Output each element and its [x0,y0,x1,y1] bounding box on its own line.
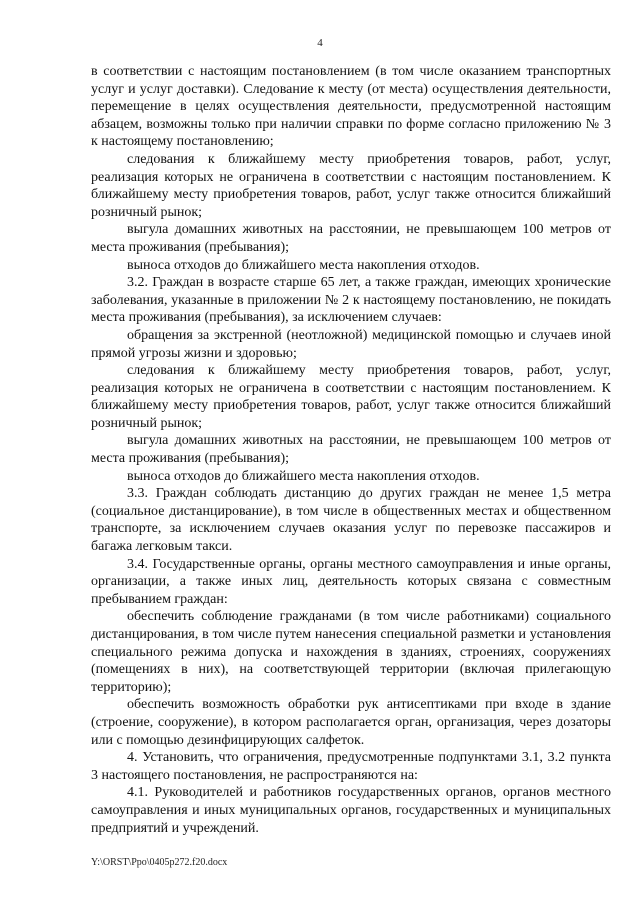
paragraph: в соответствии с настоящим постановлением (в том числе оказанием транспортных услуг и услуг доставки). Следование к месту (от места) осуществления деятельности, перемещение в целях осуществления деятельности, предусмотренной настоящим абзацем, возможны только при наличии справки по форме согласно приложению № 3 к настоящему постановлению; [91,64,611,150]
paragraph: 4.1. Руководителей и работников государственных органов, органов местного самоуправления и иных муниципальных органов, государственных и муниципальных предприятий и учреждений. [91,785,611,836]
paragraph: 3.3. Граждан соблюдать дистанцию до других граждан не менее 1,5 метра (социальное дистанцирование), в том числе в общественных местах и общественном транспорте, за исключением случаев оказания услуг по перевозке пассажиров и багажа легковым такси. [91,486,611,555]
paragraph: 3.4. Государственные органы, органы местного самоуправления и иные органы, организации, а также иных лиц, деятельность которых связана с совместным пребыванием граждан: [91,556,611,607]
paragraph: 4. Установить, что ограничения, предусмотренные подпунктами 3.1, 3.2 пункта 3 настоящего постановления, не распространяются на: [91,750,611,783]
paragraph: выноса отходов до ближайшего места накопления отходов. [127,257,480,273]
paragraph: следования к ближайшему месту приобретения товаров, работ, услуг, реализация которых не ограничена в соответствии с настоящим постановлением. К ближайшему месту приобретения товаров, работ, услуг также относится ближайший розничный рынок; [91,151,611,220]
paragraph: выноса отходов до ближайшего места накопления отходов. [127,468,480,484]
paragraph: выгула домашних животных на расстоянии, не превышающем 100 метров от места проживания (пребывания); [91,433,611,467]
document-body [91,63,611,837]
paragraph: обеспечить возможность обработки рук антисептиками при входе в здание (строение, сооружение), в котором располагается орган, организация, через дозаторы или с помощью дезинфицирующих салфеток. [91,697,611,748]
paragraph: обращения за экстренной (неотложной) медицинской помощью и случаев иной прямой угрозы жизни и здоровью; [91,327,611,361]
paragraph: следования к ближайшему месту приобретения товаров, работ, услуг, реализация которых не ограничена в соответствии с настоящим постановлением. К ближайшему месту приобретения товаров, работ, услуг также относится ближайший розничный рынок; [91,363,611,431]
page-number: 4 [317,37,323,49]
paragraph: 3.2. Граждан в возрасте старше 65 лет, а также граждан, имеющих хронические заболевания, указанные в приложении № 2 к настоящему постановлению, не покидать места проживания (пребывания), за исключением случаев: [91,275,611,326]
paragraph: выгула домашних животных на расстоянии, не превышающем 100 метров от места проживания (пребывания); [91,222,611,255]
file-path-footer: Y:\ORST\Ppo\0405p272.f20.docx [91,857,228,868]
paragraph: обеспечить соблюдение гражданами (в том числе работниками) социального дистанцирования, в том числе путем нанесения специальной разметки и установления специального режима допуска и нахождения в зданиях, строениях, сооружениях (помещениях в них), на соответствующей территории (включая прилегающую территорию); [91,609,611,695]
